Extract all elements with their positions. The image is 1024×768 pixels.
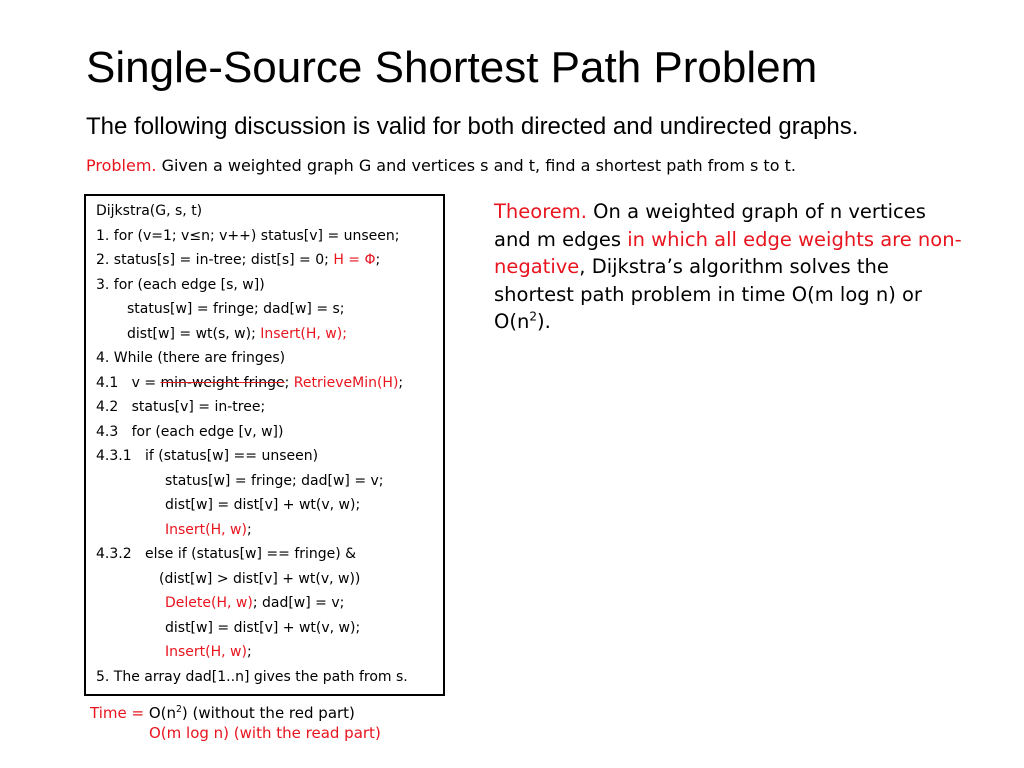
algorithm-line-4-3-1a: status[w] = fringe; dad[w] = v; (165, 473, 384, 489)
algorithm-line-4-3-2d (165, 643, 252, 661)
algorithm-line-3a: status[w] = fringe; dad[w] = s; (127, 301, 345, 317)
time-value-1: O(n (148, 704, 176, 722)
theorem-part-1: On a weighted graph of n vertices and m edges (494, 200, 926, 251)
problem-text: Given a weighted graph G and vertices s and t, find a shortest path from s to t. (156, 156, 796, 175)
algorithm-line-4-3-2b-red: Delete(H, w) (165, 595, 253, 611)
algorithm-line-4-1-text: 4.1 v = (96, 375, 161, 391)
time-exponent: 2 (176, 704, 182, 715)
algorithm-line-4-3-1c (165, 521, 252, 539)
theorem-label: Theorem. (494, 200, 587, 223)
time-label: Time = (90, 704, 149, 722)
algorithm-line-4-3-2b (165, 594, 344, 612)
algorithm-line-4-1-red: RetrieveMin(H) (293, 375, 399, 391)
algorithm-line-2-text: 2. status[s] = in-tree; dist[s] = 0; (96, 252, 334, 268)
theorem-part-3: ). (537, 310, 551, 333)
theorem-condition: in which all edge weights are non-negative (494, 227, 962, 278)
theorem-text (494, 198, 964, 336)
algorithm-line-4-3-1: 4.3.1 if (status[w] == unseen) (96, 448, 319, 464)
algorithm-line-4-3-2c: dist[w] = dist[v] + wt(v, w); (165, 620, 361, 636)
algorithm-line-4-3-1c-red: Insert(H, w) (165, 522, 247, 538)
algorithm-header: Dijkstra(G, s, t) (96, 203, 203, 219)
algorithm-line-3b-text: dist[w] = wt(s, w); (127, 326, 261, 342)
slide-title: Single-Source Shortest Path Problem (86, 43, 818, 92)
algorithm-line-4-3-2a: (dist[w] > dist[v] + wt(v, w)) (159, 571, 361, 587)
algorithm-line-4-3-1c-end: ; (246, 522, 252, 538)
algorithm-line-4-3-1b: dist[w] = dist[v] + wt(v, w); (165, 497, 361, 513)
algorithm-line-4: 4. While (there are fringes) (96, 350, 286, 366)
algorithm-box (84, 194, 445, 696)
time-complexity-line-2: O(m log n) (with the read part) (149, 724, 381, 742)
algorithm-line-4-2: 4.2 status[v] = in-tree; (96, 399, 266, 415)
algorithm-line-4-3-2: 4.3.2 else if (status[w] == fringe) & (96, 546, 357, 562)
algorithm-line-3b (127, 325, 347, 343)
algorithm-line-4-3-2d-end: ; (246, 644, 252, 660)
algorithm-line-4-1-sep: ; (284, 375, 294, 391)
algorithm-line-3b-red: Insert(H, w); (260, 326, 347, 342)
problem-statement (86, 155, 796, 177)
algorithm-line-4-1 (96, 374, 403, 392)
algorithm-line-4-3-2d-red: Insert(H, w) (165, 644, 247, 660)
problem-label: Problem. (86, 156, 157, 175)
algorithm-line-5: 5. The array dad[1..n] gives the path from s. (96, 669, 408, 685)
algorithm-line-4-3: 4.3 for (each edge [v, w]) (96, 424, 284, 440)
time-complexity-line-1 (90, 703, 355, 723)
algorithm-line-4-1-struck: min-weight fringe (160, 375, 285, 391)
algorithm-line-2 (96, 251, 380, 269)
algorithm-line-4-1-end: ; (398, 375, 404, 391)
time-note-1: ) (without the red part) (181, 704, 355, 722)
algorithm-line-1: 1. for (v=1; v≤n; v++) status[v] = unseen; (96, 228, 400, 244)
algorithm-line-3: 3. for (each edge [s, w]) (96, 277, 265, 293)
algorithm-line-2-red: H = Φ (333, 252, 376, 268)
theorem-part-2: , Dijkstra’s algorithm solves the shortest path problem in time O(m log n) or O(n (494, 255, 922, 333)
theorem-exponent: 2 (529, 309, 538, 324)
slide-subtitle: The following discussion is valid for both directed and undirected graphs. (86, 113, 859, 140)
algorithm-line-2-end: ; (375, 252, 381, 268)
algorithm-line-4-3-2b-text: ; dad[w] = v; (252, 595, 345, 611)
